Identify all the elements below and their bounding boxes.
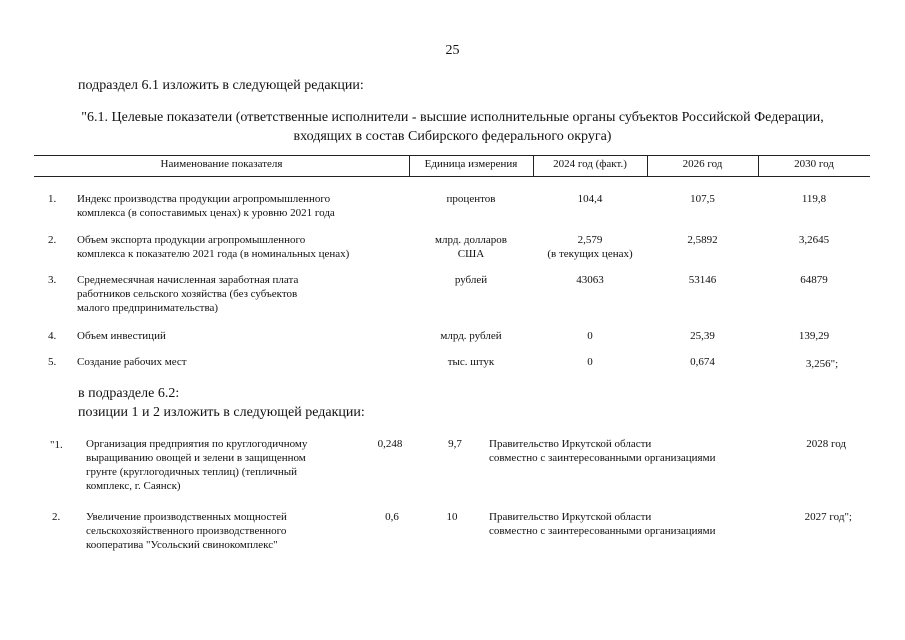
indicator-name	[77, 192, 407, 220]
value-line: (в текущих ценах)	[547, 248, 633, 260]
indicator-name-line: малого предпринимательства)	[77, 302, 219, 314]
indicator-name-line: Индекс производства продукции агропромышленного	[77, 193, 331, 205]
position-name-line: кооператива "Усольский свинокомплекс"	[86, 539, 278, 551]
position-responsible	[489, 437, 779, 465]
section-title	[30, 108, 875, 146]
value-2026: 25,39	[690, 330, 715, 342]
position-year: 2028 год	[806, 438, 846, 450]
unit-cell: рублей	[454, 274, 488, 286]
position-name	[86, 437, 371, 493]
position-name-line: Увеличение производственных мощностей	[86, 511, 287, 523]
row-number: 2.	[48, 234, 57, 246]
position-name-line: сельскохозяйственного производственного	[86, 525, 287, 537]
value-2030: 64879	[800, 274, 828, 286]
header-2026: 2026 год	[682, 158, 723, 170]
section-6-2-line: в подразделе 6.2:	[78, 386, 180, 401]
indicator-name: Создание рабочих мест	[77, 356, 187, 368]
value-2024	[533, 233, 647, 261]
position-name-line: комплекс, г. Саянск)	[86, 480, 181, 492]
indicator-name-line: Объем экспорта продукции агропромышленного	[77, 234, 306, 246]
position-number: "1.	[50, 439, 63, 451]
intro-line: подраздел 6.1 изложить в следующей редакции:	[78, 78, 364, 93]
value-2026: 0,674	[690, 356, 715, 368]
row-number: 4.	[48, 330, 57, 342]
position-value-1: 0,6	[385, 511, 399, 523]
value-2024: 0	[587, 356, 593, 368]
value-line: 2,579	[577, 234, 603, 246]
indicator-name-line: комплекса к показателю 2021 года (в номинальных ценах)	[77, 248, 350, 260]
header-unit: Единица измерения	[424, 158, 518, 170]
responsible-line: совместно с заинтересованными организациями	[489, 525, 716, 537]
unit-line: млрд. долларов	[435, 234, 507, 246]
unit-cell: млрд. рублей	[440, 330, 502, 342]
position-year: 2027 год";	[804, 511, 852, 523]
position-name	[86, 510, 371, 552]
value-2030: 3,2645	[798, 234, 830, 246]
indicator-name: Объем инвестиций	[77, 330, 166, 342]
page-number: 25	[445, 43, 460, 58]
row-number: 5.	[48, 356, 57, 368]
value-2026: 53146	[688, 274, 717, 286]
indicator-name-line: работников сельского хозяйства (без субъектов	[77, 288, 298, 300]
value-2024: 104,4	[577, 193, 603, 205]
unit-cell	[409, 233, 533, 261]
section-title-line-1: "6.1. Целевые показатели (ответственные исполнители - высшие исполнительные органы субъектов Российской Федерации,	[81, 110, 824, 125]
position-value-1: 0,248	[377, 438, 403, 450]
indicator-name-line: Среднемесячная начисленная заработная плата	[77, 274, 299, 286]
position-value-2: 10	[446, 511, 458, 523]
header-2030: 2030 год	[794, 158, 834, 170]
value-2024: 0	[587, 330, 593, 342]
indicator-name-line: комплекса (в сопоставимых ценах) к уровню 2021 года	[77, 207, 335, 219]
indicator-name	[77, 273, 407, 315]
row-number: 3.	[48, 274, 57, 286]
header-2024: 2024 год (факт.)	[553, 158, 627, 170]
position-name-line: Организация предприятия по круглогодичному	[86, 438, 308, 450]
position-name-line: выращиванию овощей и зелени в защищенном	[86, 452, 306, 464]
header-indicator-name: Наименование показателя	[160, 158, 283, 170]
row-number: 1.	[48, 193, 57, 205]
responsible-line: совместно с заинтересованными организациями	[489, 452, 716, 464]
value-2026: 107,5	[690, 193, 715, 205]
section-title-line-2: входящих в состав Сибирского федерального округа)	[293, 129, 612, 144]
value-2024: 43063	[576, 274, 604, 286]
value-2030: 3,256";	[805, 358, 839, 370]
position-value-2: 9,7	[448, 438, 462, 450]
position-name-line: грунте (круглогодичных теплиц) (тепличный	[86, 466, 298, 478]
unit-line: США	[457, 248, 485, 260]
table-top-border	[34, 155, 870, 156]
section-6-2-instruction: позиции 1 и 2 изложить в следующей редакции:	[78, 405, 365, 420]
indicator-name	[77, 233, 407, 261]
unit-cell: тыс. штук	[447, 356, 495, 368]
responsible-line: Правительство Иркутской области	[489, 511, 652, 523]
table-header-bottom-border	[34, 176, 870, 177]
value-2026: 2,5892	[687, 234, 718, 246]
unit-cell: процентов	[446, 193, 496, 205]
value-2030: 119,8	[801, 193, 827, 205]
position-responsible	[489, 510, 779, 538]
position-number: 2.	[52, 511, 61, 523]
responsible-line: Правительство Иркутской области	[489, 438, 652, 450]
value-2030: 139,29	[798, 330, 830, 342]
